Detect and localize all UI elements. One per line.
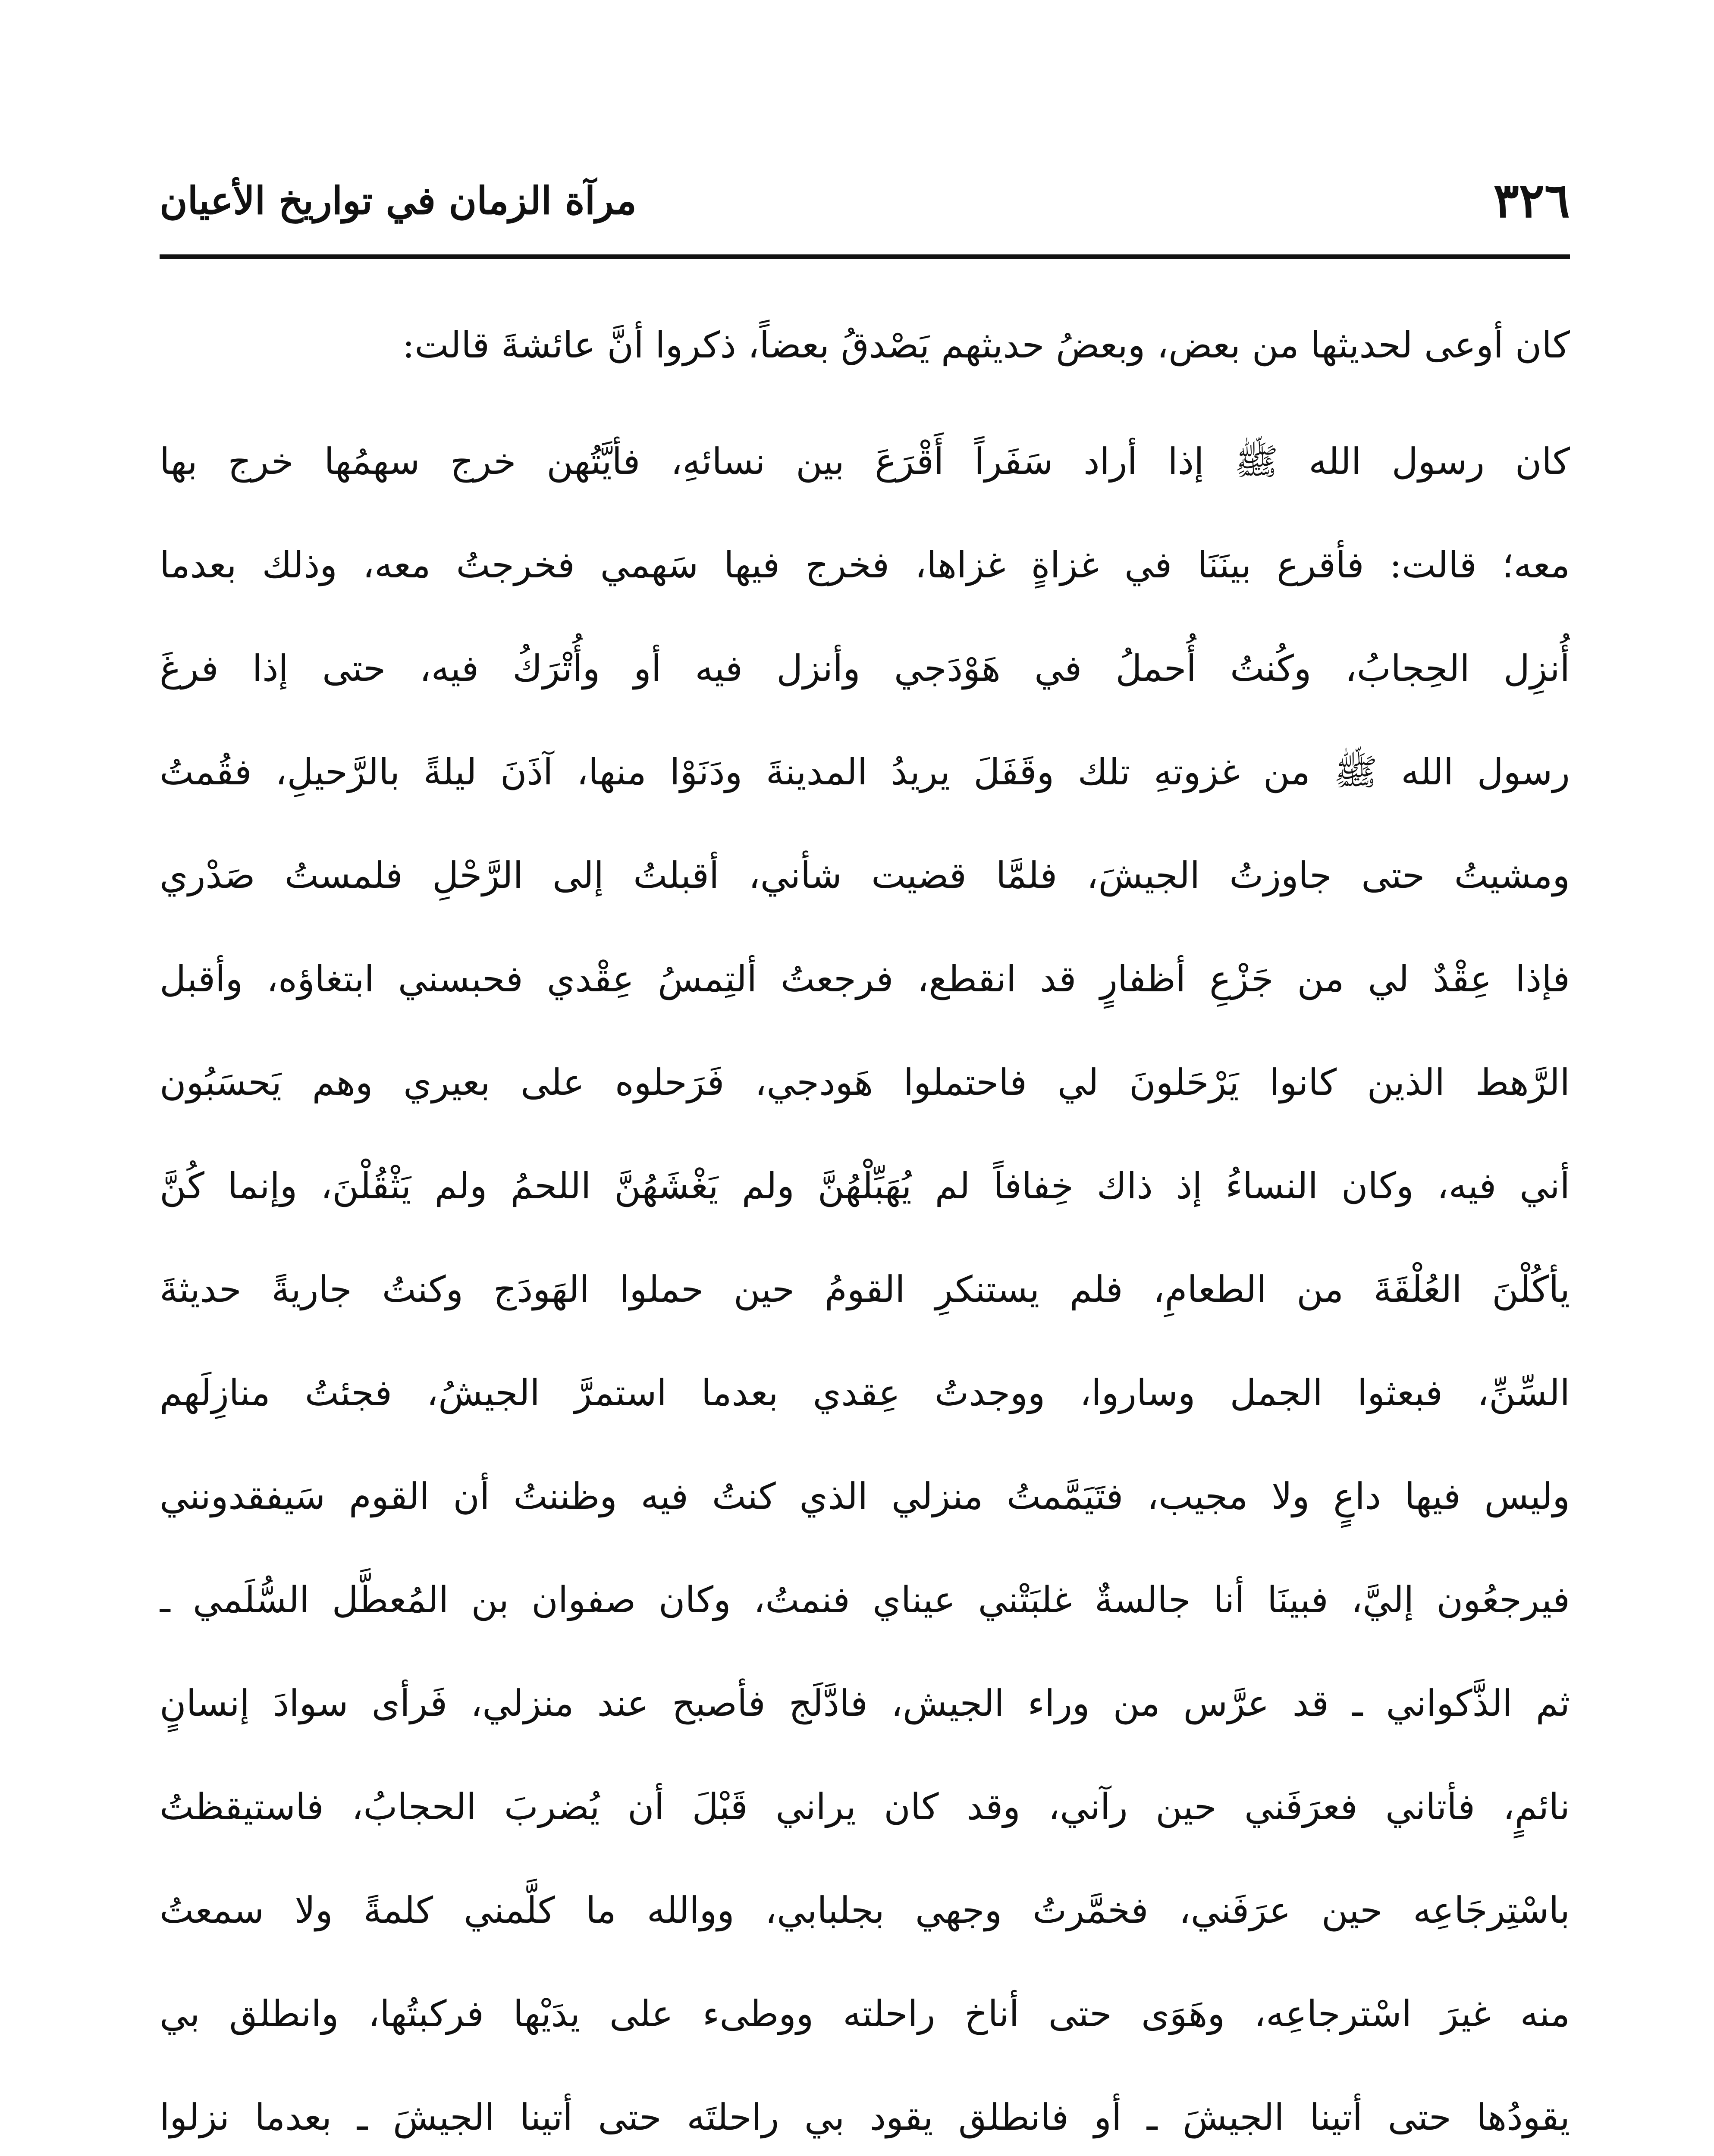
text-line: نائمٍ، فأتاني فعرَفَني حين رآني، وقد كان يراني قَبْلَ أن يُضربَ الحجابُ، فاستيقظتُ [160, 1786, 1570, 1828]
paragraph [160, 410, 1570, 2156]
text-line: كان رسول الله ﷺ إذا أراد سَفَراً أَقْرَعَ بين نسائهِ، فأيَّتُهن خرج سهمُها خرج بها [160, 440, 1570, 483]
header-divider [160, 254, 1570, 259]
paragraph [160, 293, 1570, 397]
page-header [160, 164, 1570, 241]
text-line: ثم الذَّكواني ـ قد عرَّس من وراء الجيش، فادَّلَج فأصبح عند منزلي، فَرأى سوادَ إنسانٍ [160, 1682, 1570, 1724]
text-line: يأكُلْنَ العُلْقَةَ من الطعامِ، فلم يستنكرِ القومُ حين حملوا الهَودَج وكنتُ جاريةً حديثةَ [160, 1268, 1570, 1310]
text-line: أُنزِل الحِجابُ، وكُنتُ أُحملُ في هَوْدَجي وأنزل فيه أو وأُتْرَكُ فيه، حتى إذا فرغَ [160, 647, 1570, 689]
text-line: باسْتِرجَاعِه حين عرَفَني، فخمَّرتُ وجهي بجلبابي، ووالله ما كلَّمني كلمةً ولا سمعتُ [160, 1889, 1570, 1931]
text-line: السِّنِّ، فبعثوا الجمل وساروا، ووجدتُ عِقدي بعدما استمرَّ الجيشُ، فجئتُ منازِلَهم [160, 1372, 1570, 1414]
text-line: ومشيتُ حتى جاوزتُ الجيشَ، فلمَّا قضيت شأني، أقبلتُ إلى الرَّحْلِ فلمستُ صَدْري [160, 854, 1570, 896]
text-line: كان أوعى لحديثها من بعض، وبعضُ حديثهم يَصْدقُ بعضاً، ذكروا أنَّ عائشةَ قالت: [402, 324, 1570, 366]
running-title: مرآة الزمان في تواريخ الأعيان [160, 178, 637, 223]
text-line: الرَّهط الذين كانوا يَرْحَلونَ لي فاحتملوا هَودجي، فَرَحلوه على بعيري وهم يَحسَبُون [160, 1061, 1570, 1103]
text-line: فإذا عِقْدٌ لي من جَزْعِ أظفارٍ قد انقطع، فرجعتُ ألتِمسُ عِقْدي فحبسني ابتغاؤه، وأقبل [160, 958, 1570, 1000]
text-line: يقودُها حتى أتينا الجيشَ ـ أو فانطلق يقود بي راحلتَه حتى أتينا الجيشَ ـ بعدما نزلوا [160, 2096, 1570, 2138]
page-number: ٣٢٦ [1493, 172, 1570, 228]
text-line: رسول الله ﷺ من غزوتهِ تلك وقَفَلَ يريدُ المدينةَ ودَنَوْا منها، آذَنَ ليلةً بالرَّحيلِ، فقُمتُ [160, 751, 1570, 793]
text-line: منه غيرَ اسْترجاعِه، وهَوَى حتى أناخ راحلته ووطىء على يدَيْها فركبتُها، وانطلق بي [160, 1993, 1570, 2035]
text-line: أني فيه، وكان النساءُ إذ ذاك خِفافاً لم يُهَبِّلْهُنَّ ولم يَغْشَهُنَّ اللحمُ ولم يَثْقُلْنَ، وإنما كُنَّ [160, 1165, 1570, 1207]
text-body [160, 293, 1570, 2156]
text-line: معه؛ قالت: فأقرع بينَنَا في غزاةٍ غزاها، فخرج فيها سَهمي فخرجتُ معه، وذلك بعدما [160, 544, 1570, 586]
text-line: وليس فيها داعٍ ولا مجيب، فتَيَمَّمتُ منزلي الذي كنتُ فيه وظننتُ أن القوم سَيفقدونني [160, 1475, 1570, 1517]
text-line: فيرجعُون إليَّ، فبينَا أنا جالسةٌ غلبَتْني عيناي فنمتُ، وكان صفوان بن المُعطَّل السُّلَمي ـ [160, 1579, 1570, 1621]
paragraph-gap [160, 397, 1570, 410]
